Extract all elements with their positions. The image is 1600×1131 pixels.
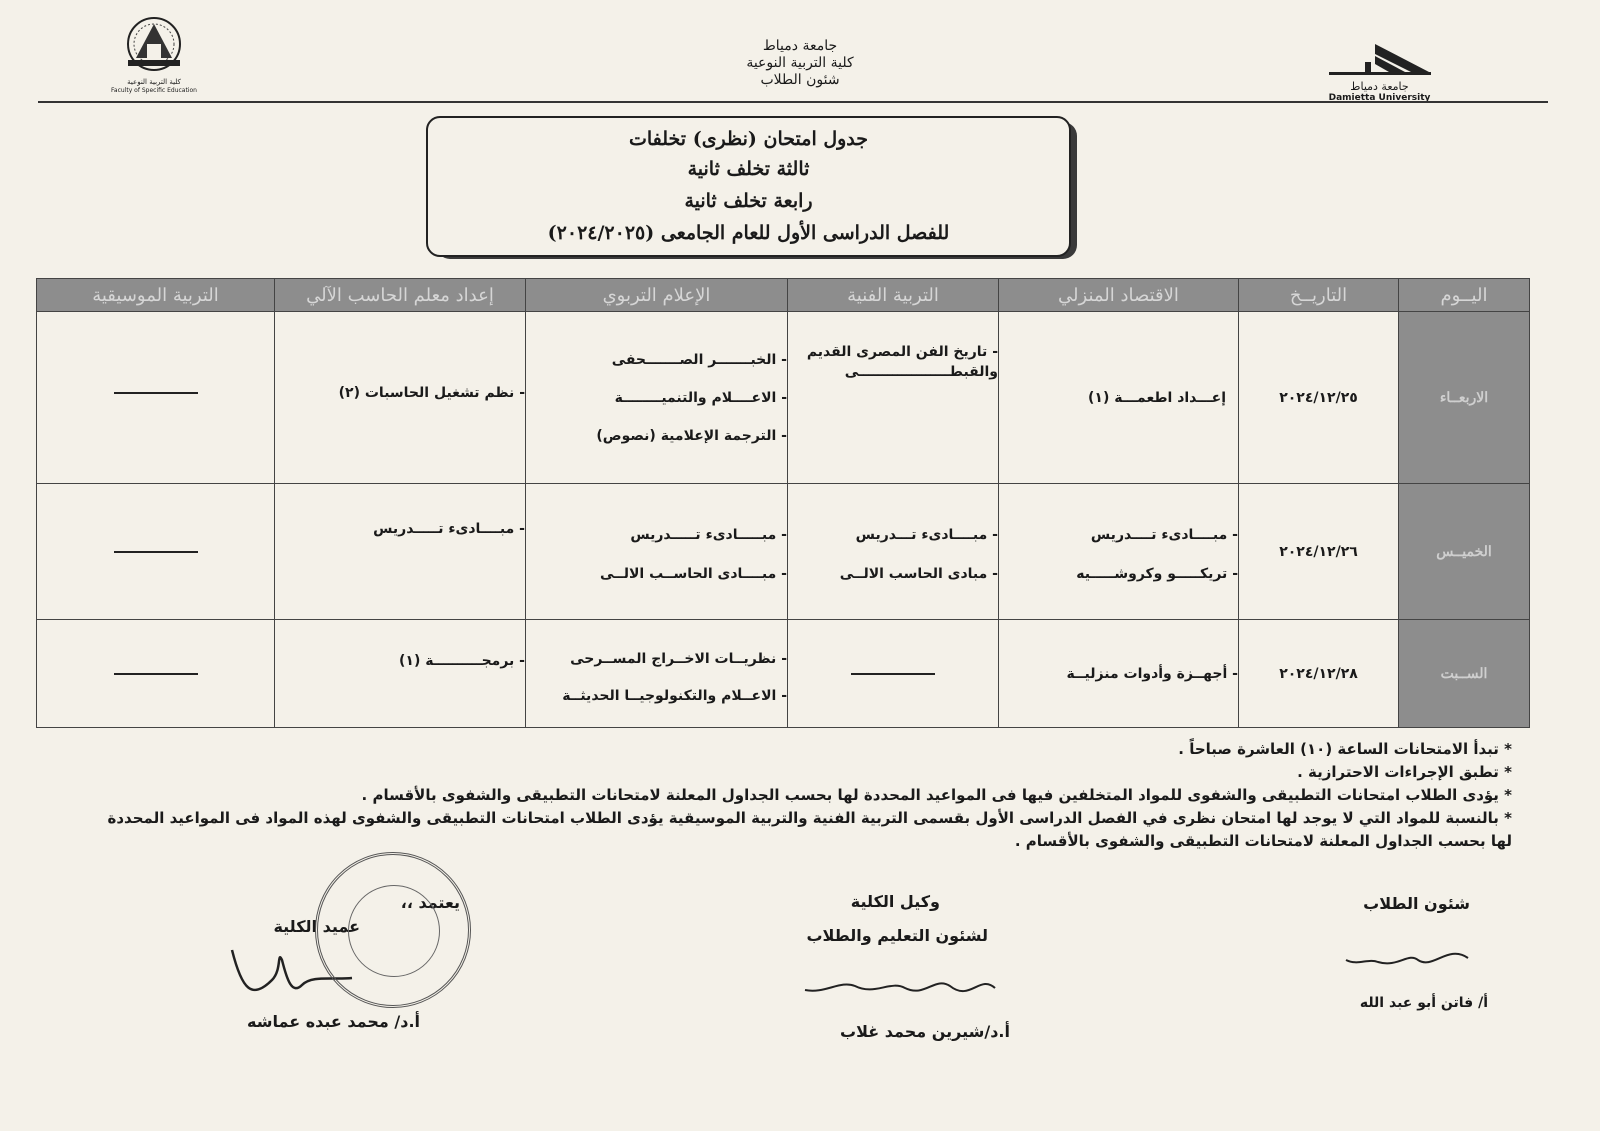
- music-education-cell: [37, 620, 275, 728]
- subject: - نظم تشغيل الحاسبات (٢): [338, 385, 525, 401]
- student-affairs-title: شئون الطلاب: [1363, 894, 1470, 913]
- header-institution: [650, 38, 950, 89]
- university-logo: [1322, 42, 1437, 107]
- computer-teacher-cell: [275, 484, 526, 620]
- stamp-eagle-icon: [348, 885, 440, 977]
- faculty-logo-icon: [114, 14, 194, 74]
- dean-title: عميد الكلية: [273, 917, 360, 936]
- empty-dash: [114, 551, 198, 553]
- home-economics-cell: [999, 484, 1239, 620]
- official-stamp: [315, 852, 471, 1008]
- empty-dash: [114, 392, 198, 394]
- day-cell: الاربعــاء: [1399, 312, 1530, 484]
- subject: - الخبـــــــر الصـــــــحفى: [611, 351, 787, 368]
- dean-name: أ.د/ محمد عبده عماشه: [247, 1012, 420, 1031]
- subject: - الترجمة الإعلامية (نصوص): [596, 427, 787, 444]
- header-art-education: التربية الفنية: [788, 279, 999, 312]
- home-economics-cell: [999, 620, 1239, 728]
- subject: - مبادى الحاسب الالــى: [839, 565, 998, 582]
- vice-dean-title: وكيل الكلية: [850, 892, 940, 911]
- student-affairs-signature-icon: [1338, 940, 1478, 980]
- home-economics-cell: [999, 312, 1239, 484]
- header-divider: [38, 101, 1548, 103]
- date-cell: ٢٠٢٤/١٢/٢٥: [1239, 312, 1399, 484]
- subject: - مبـــــادىء تـــــدريس: [630, 526, 787, 543]
- title-box: [426, 116, 1071, 257]
- faculty-logo: [108, 14, 200, 100]
- department-name: شئون الطلاب: [760, 72, 840, 88]
- media-education-cell: [526, 484, 788, 620]
- note-item: * تطبق الإجراءات الاحترازية .: [1297, 763, 1512, 781]
- table-row: [37, 620, 1530, 728]
- art-education-cell: [788, 312, 999, 484]
- university-logo-english: Damietta University: [1328, 93, 1431, 103]
- subject: - مبــــادىء تـــدريس: [855, 526, 998, 543]
- title-line-3: رابعة تخلف ثانية: [684, 190, 813, 212]
- subject: - الاعــــلام والتنميــــــــة: [614, 389, 787, 406]
- day-cell: الســبت: [1399, 620, 1530, 728]
- header-day: اليــوم: [1399, 279, 1530, 312]
- header-home-economics: الاقتصاد المنزلي: [999, 279, 1239, 312]
- header-media-education: الإعلام التربوي: [526, 279, 788, 312]
- subject: - أجهــزة وأدوات منزليــة: [1066, 665, 1238, 682]
- art-education-cell: [788, 484, 999, 620]
- table-row: [37, 312, 1530, 484]
- subject: - الاعــلام والتكنولوجيــا الحديثــة: [562, 687, 787, 704]
- student-affairs-name: أ/ فاتن أبو عبد الله: [1359, 995, 1488, 1011]
- exam-schedule-table: [36, 278, 1530, 728]
- subject: - تريكـــــو وكروشـــــيه: [1076, 565, 1238, 582]
- date-cell: ٢٠٢٤/١٢/٢٦: [1239, 484, 1399, 620]
- empty-dash: [114, 673, 198, 675]
- subject: - مبــــادىء تـــــدريس: [373, 521, 525, 537]
- vice-dean-signature-icon: [800, 968, 1000, 1008]
- vice-dean-name: أ.د/شيرين محمد غلاب: [840, 1022, 1010, 1041]
- header-computer-teacher: إعداد معلم الحاسب الآلي: [275, 279, 526, 312]
- music-education-cell: [37, 484, 275, 620]
- note-item: * يؤدى الطلاب امتحانات التطبيقى والشفوى للمواد المتخلفين فيها فى المواعيد المحددة لها بحسب الجداول المعلنة لامتحانات التطبيقى والشفوى بالأقسام .: [361, 786, 1512, 804]
- date-cell: ٢٠٢٤/١٢/٢٨: [1239, 620, 1399, 728]
- table-header-row: [37, 279, 1530, 312]
- faculty-logo-english: Faculty of Specific Education: [111, 87, 197, 94]
- title-line-2: ثالثة تخلف ثانية: [687, 158, 810, 180]
- note-item: * بالنسبة للمواد التي لا يوجد لها امتحان نظرى في الفصل الدراسى الأول بقسمى التربية الفنية والتربية الموسيقية يؤدى الطلاب امتحانات التطبيقى والشفوى لهذه المواد فى المواعيد المحددة لها بحسب الجداول المعلنة لامتحانات التطبيقى والشفوى بالأقسام .: [107, 809, 1512, 850]
- header-music-education: التربية الموسيقية: [37, 279, 275, 312]
- header-date: التاريــخ: [1239, 279, 1399, 312]
- title-line-1: جدول امتحان (نظرى) تخلفات: [628, 128, 869, 150]
- subject: - برمجــــــــــة (١): [399, 653, 525, 669]
- notes-section: [92, 738, 1512, 853]
- table-row: [37, 484, 1530, 620]
- music-education-cell: [37, 312, 275, 484]
- university-logo-arabic: جامعة دمياط: [1350, 80, 1409, 93]
- vice-dean-subtitle: لشئون التعليم والطلاب: [806, 926, 988, 945]
- subject: إعـــداد اطعمـــة (١): [1087, 389, 1226, 406]
- note-item: * تبدأ الامتحانات الساعة (١٠) العاشرة صباحاً .: [1178, 740, 1512, 758]
- empty-dash: [851, 673, 935, 675]
- art-education-cell: [788, 620, 999, 728]
- university-logo-icon: [1325, 42, 1435, 80]
- faculty-logo-arabic: كلية التربية النوعية: [127, 78, 181, 86]
- subject: - مبــــادى الحاســب الالــى: [599, 565, 787, 582]
- faculty-name: كلية التربية النوعية: [746, 55, 854, 71]
- computer-teacher-cell: [275, 312, 526, 484]
- subject: - تاريخ الفن المصرى القديم والقبطـــــــــــــــــــى: [806, 344, 998, 380]
- subject: - نظريــات الاخــراج المســرحى: [570, 650, 787, 667]
- day-cell: الخميــس: [1399, 484, 1530, 620]
- university-name: جامعة دمياط: [762, 38, 838, 54]
- media-education-cell: [526, 312, 788, 484]
- title-line-4: للفصل الدراسى الأول للعام الجامعى (٢٠٢٤/٢٠٢٥): [547, 222, 950, 244]
- computer-teacher-cell: [275, 620, 526, 728]
- approval-label: يعتمد ،،: [400, 893, 460, 912]
- media-education-cell: [526, 620, 788, 728]
- subject: - مبــــادىء تــــدريس: [1090, 526, 1238, 543]
